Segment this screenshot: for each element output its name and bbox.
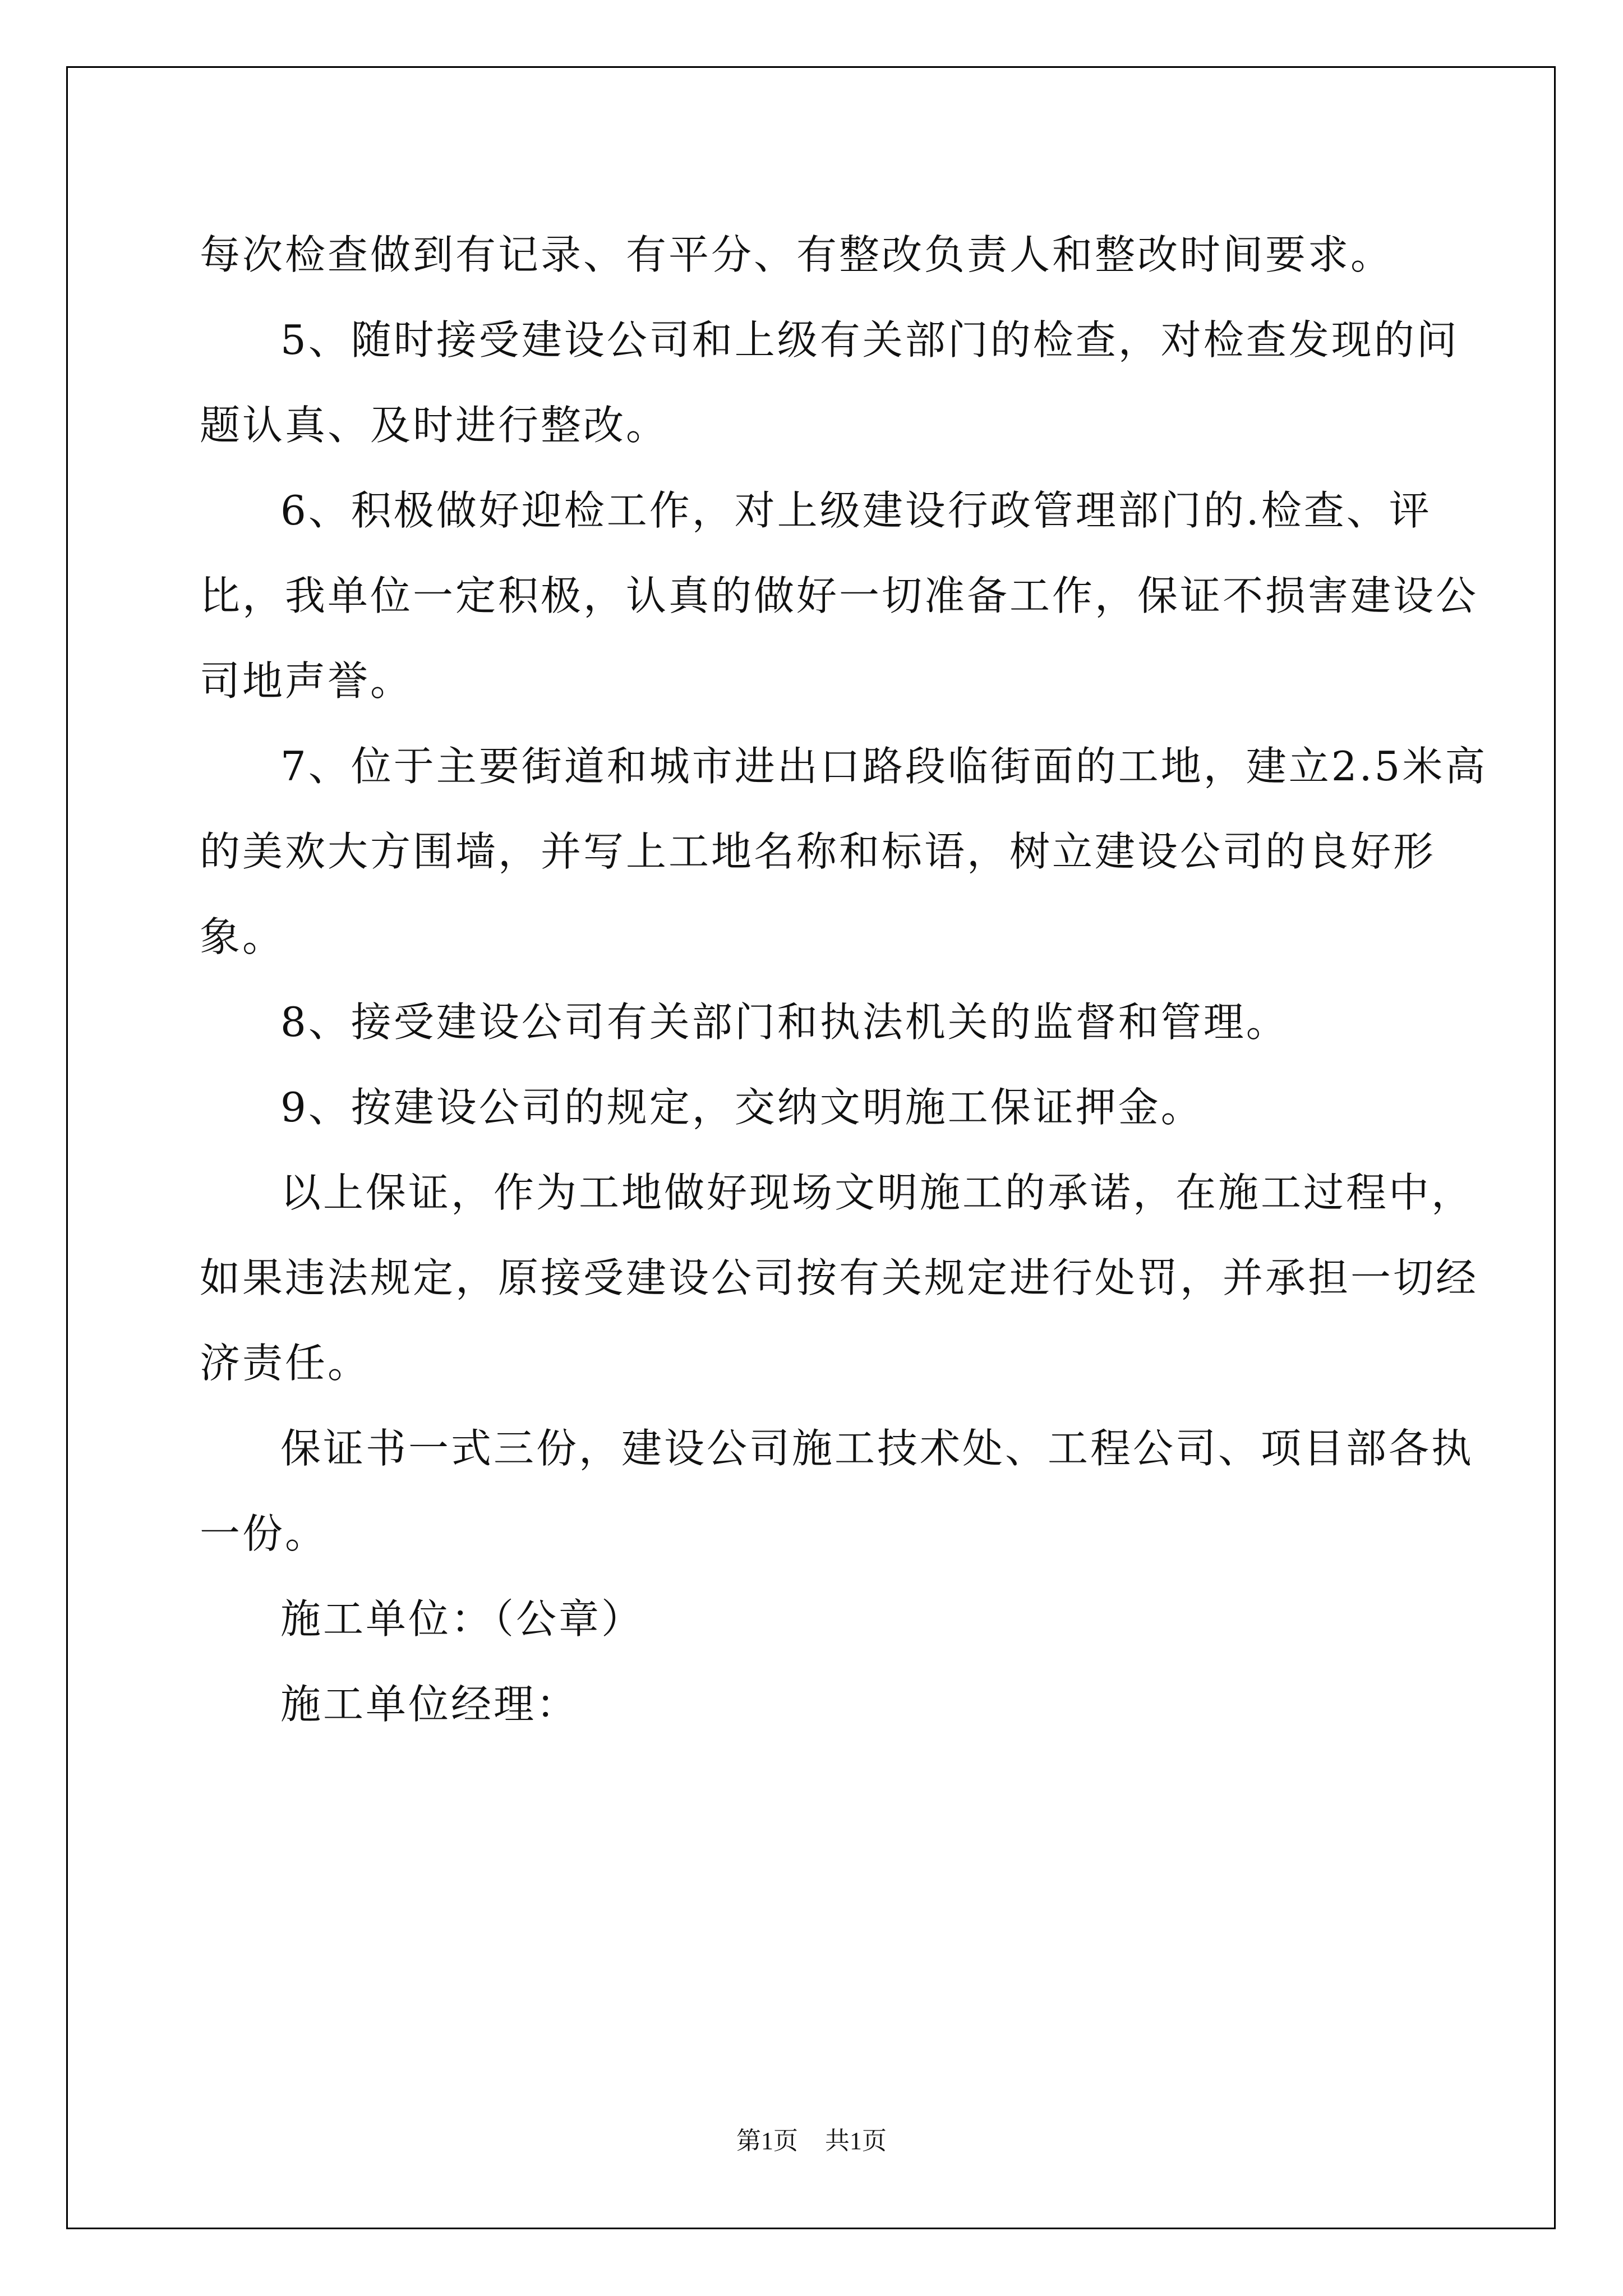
construction-unit-seal: 施工单位：（公章） [280, 1595, 644, 1642]
paragraph-item-6: 6、积极做好迎检工作，对上级建设行政管理部门的.检查、评比，我单位一定积极，认真的做好一切准备工作，保证不损害建设公司地声誉。 [200, 487, 1479, 705]
document-body [200, 212, 1490, 1747]
paragraph-item-7: 7、位于主要街道和城市进出口路段临街面的工地，建立2.5米高的美欢大方围墙，并写上工地名称和标语，树立建设公司的良好形象。 [200, 743, 1488, 960]
paragraph-item-8: 8、接受建设公司有关部门和执法机关的监督和管理。 [280, 999, 1289, 1046]
paragraph-commitment: 以上保证，作为工地做好现场文明施工的承诺，在施工过程中，如果违法规定，原接受建设公司按有关规定进行处罚，并承担一切经济责任。 [200, 1169, 1479, 1387]
paragraph-item-9: 9、按建设公司的规定，交纳文明施工保证押金。 [280, 1084, 1204, 1131]
page-total: 共1页 [825, 2127, 887, 2155]
construction-unit-manager: 施工单位经理： [280, 1681, 579, 1728]
paragraph-item-5: 5、随时接受建设公司和上级有关部门的检查，对检查发现的问题认真、及时进行整改。 [200, 316, 1459, 449]
paragraph-1: 每次检查做到有记录、有平分、有整改负责人和整改时间要求。 [200, 231, 1394, 278]
paragraph-copies: 保证书一式三份，建设公司施工技术处、工程公司、项目部各执一份。 [200, 1425, 1474, 1557]
page-footer [0, 2120, 1623, 2156]
page-current: 第1页 [736, 2127, 798, 2155]
